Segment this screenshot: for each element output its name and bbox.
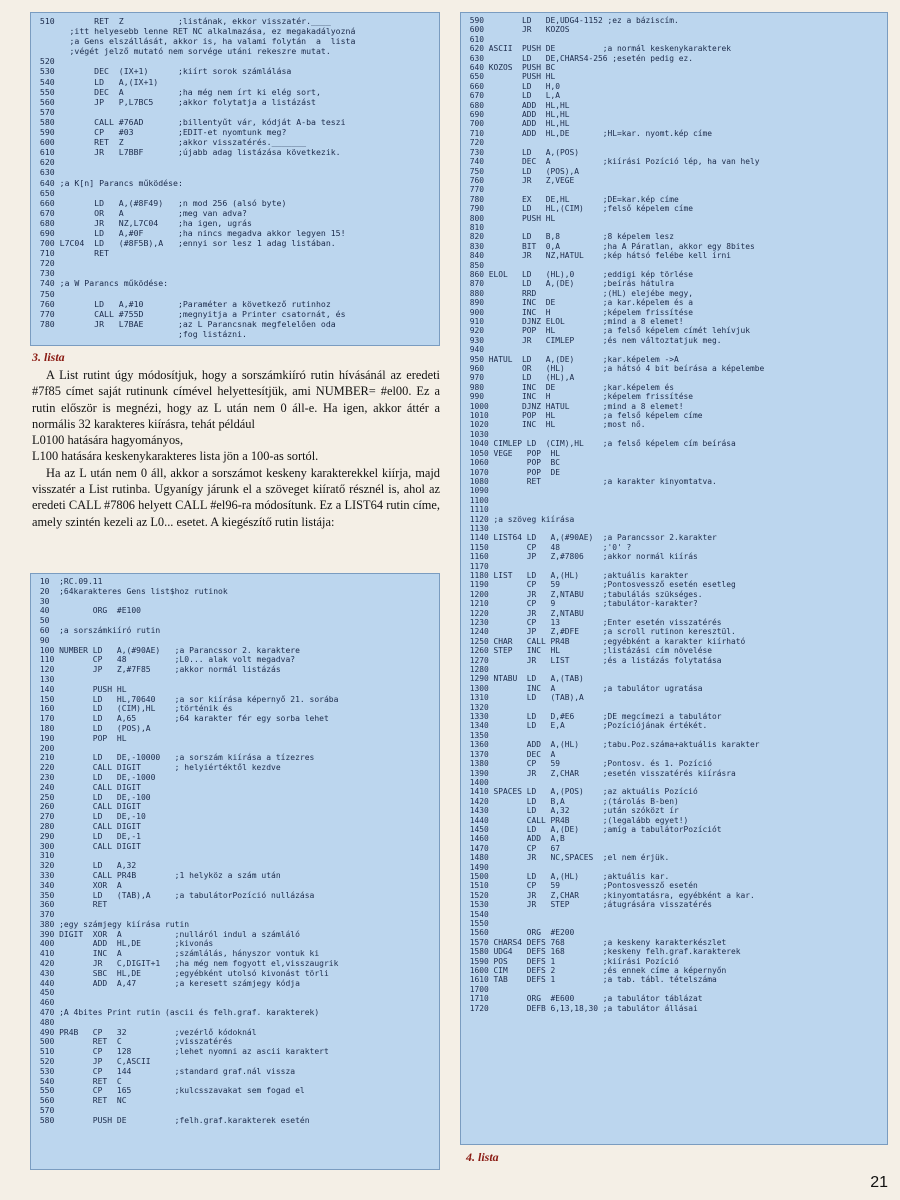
code-line: 220 CALL DIGIT ; helyiértéktől kezdve: [35, 763, 281, 773]
code-line: 600 JR KOZOS: [465, 25, 570, 35]
code-line: 1030: [465, 429, 489, 439]
code-line: 500 RET C ;visszatérés: [35, 1037, 233, 1047]
code-line: 850: [465, 260, 485, 270]
code-line: 570: [35, 106, 55, 117]
code-line: 890 INC DE ;a kar.képelem és a: [465, 298, 694, 308]
article-example-line-2: L100 hatására keskenykarakteres lista jön a 100-as sortól.: [32, 449, 319, 464]
listing-4-box: [460, 12, 888, 1145]
code-line: 620: [35, 157, 55, 168]
code-line: 1210 CP 9 ;tabulátor-karakter?: [465, 599, 698, 609]
code-line: 1370 DEC A: [465, 749, 556, 759]
code-line: 960 OR (HL) ;a hátsó 4 bit beírása a képelembe: [465, 364, 765, 374]
code-line: 1510 CP 59 ;Pontosvessző esetén: [465, 881, 698, 891]
code-line: 910 DJNZ ELOL ;mind a 8 elemet!: [465, 317, 684, 326]
code-line: 820 LD B,8 ;8 képelem lesz: [465, 232, 675, 242]
code-line: 1250 CHAR CALL PR4B ;egyébként a karakter kiírható: [465, 636, 746, 646]
code-line: 120 JP Z,#7F85 ;akkor normál listázás: [35, 665, 281, 675]
code-line: 1040 CIMLEP LD (CIM),HL ;a felső képelem cím beírása: [465, 439, 736, 449]
code-line: 830 BIT 0,A ;ha A Páratlan, akkor egy 8bites: [465, 241, 755, 251]
code-line: 540 LD A,(IX+1): [35, 76, 159, 87]
code-line: 1010 POP HL ;a felső képelem címe: [465, 411, 703, 421]
code-line: 560 RET NC: [35, 1096, 127, 1106]
code-line: 1550: [465, 919, 489, 928]
code-line: 750 LD (POS),A: [465, 166, 580, 176]
code-line: 250 LD DE,-100: [35, 792, 151, 802]
code-line: 580 CALL #76AD ;billentyűt vár, kódját A-ba teszi: [35, 116, 346, 127]
code-line: 540 RET C: [35, 1076, 122, 1086]
code-line: 310: [35, 851, 55, 861]
code-line: 530 CP 144 ;standard graf.nál vissza: [35, 1066, 296, 1076]
code-line: 1560 ORG #E200: [465, 928, 575, 938]
code-line: 1520 JR Z,CHAR ;kinyomtatásra, egyébként a kar.: [465, 890, 755, 900]
code-line: 1020 INC HL ;most nő.: [465, 420, 646, 430]
code-line: 550 DEC A ;ha még nem írt ki elég sort,: [35, 86, 321, 97]
code-line: 450: [35, 988, 55, 998]
code-line: 380 ;egy számjegy kiírása rutin: [35, 919, 190, 929]
code-line: 590 LD DE,UDG4-1152 ;ez a báziscím.: [465, 16, 679, 25]
code-line: 330 CALL PR4B ;1 helyköz a szám után: [35, 870, 281, 880]
code-line: 920 POP HL ;a felső képelem címét lehívjuk: [465, 326, 751, 336]
listing-4-caption: 4. lista: [466, 1150, 499, 1164]
code-line: 1610 TAB DEFS 1 ;a tab. tábl. tételszáma: [465, 975, 717, 985]
code-line: 1700: [465, 984, 489, 994]
code-line: 580 PUSH DE ;felh.graf.karakterek esetén: [35, 1115, 310, 1125]
code-line: 1080 RET ;a karakter kinyomtatva.: [465, 476, 717, 486]
code-line: 420 JR C,DIGIT+1 ;ha még nem fogyott el,visszaugrik: [35, 959, 339, 969]
code-line: 100 NUMBER LD A,(#90AE) ;a Parancssor 2. karaktere: [35, 645, 300, 655]
code-line: 1000 DJNZ HATUL ;mind a 8 elemet!: [465, 401, 684, 411]
code-line: 760 JR Z,VEGE: [465, 175, 575, 185]
code-line: 770: [465, 185, 485, 195]
code-line: 1350: [465, 730, 489, 740]
code-line: 490 PR4B CP 32 ;vezérlő kódoknál: [35, 1027, 257, 1037]
code-line: 1540: [465, 909, 489, 919]
code-line: 770 CALL #755D ;megnyitja a Printer csatornát, és: [35, 308, 346, 319]
code-line: 1530 JR STEP ;átugrására visszatérés: [465, 900, 713, 910]
code-line: 700 L7C04 LD (#8F5B),A ;ennyi sor lesz 1 adag listában.: [35, 238, 336, 249]
code-line: 800 PUSH HL: [465, 213, 556, 223]
code-line: 640 KOZOS PUSH BC: [465, 63, 556, 73]
code-line: 50: [35, 616, 50, 626]
code-line: 200: [35, 743, 55, 753]
code-line: 1160 JP Z,#7806 ;akkor normál kiírás: [465, 552, 698, 562]
code-line: 240 CALL DIGIT: [35, 782, 141, 792]
code-line: 1330 LD D,#E6 ;DE megcímezi a tabulátor: [465, 712, 722, 722]
code-line: 470 ;A 4bites Print rutin (ascii és felh.graf. karakterek): [35, 1008, 320, 1018]
code-line: 700 ADD HL,HL: [465, 119, 570, 129]
code-line: 290 LD DE,-1: [35, 831, 141, 841]
code-line: 1230 CP 13 ;Enter esetén visszatérés: [465, 618, 722, 627]
code-line: 390 DIGIT XOR A ;nulláról indul a számláló: [35, 929, 300, 939]
code-line: 90: [35, 635, 50, 645]
code-line: 510 RET Z ;listának, ekkor visszatér.____: [35, 16, 331, 26]
code-line: 930 JR CIMLEP ;és nem változtatjuk meg.: [465, 335, 722, 345]
code-line: 740 ;a W Parancs működése:: [35, 278, 169, 289]
code-line: 750: [35, 288, 55, 299]
supplementary-listing-box: [30, 573, 440, 1170]
code-line: 1410 SPACES LD A,(POS) ;az aktuális Pozíció: [465, 787, 698, 797]
code-line: 690 LD A,#0F ;ha nincs megadva akkor legyen 15!: [35, 227, 346, 238]
code-line: 1180 LIST LD A,(HL) ;aktuális karakter: [465, 570, 689, 580]
code-line: 610: [465, 34, 485, 44]
code-line: 990 INC H ;képelem frissítése: [465, 392, 694, 402]
code-line: 270 LD DE,-10: [35, 812, 146, 822]
code-line: 730: [35, 268, 55, 279]
code-line: 400 ADD HL,DE ;kivonás: [35, 939, 214, 949]
code-line: 1090: [465, 486, 489, 496]
code-line: 1480 JR NC,SPACES ;el nem érjük.: [465, 853, 670, 863]
article-example-line-1: L0100 hatására hagyományos,: [32, 433, 184, 448]
code-line: 130: [35, 674, 55, 684]
code-line: 670 LD L,A: [465, 91, 561, 101]
article-text: [32, 367, 440, 530]
code-line: 630 LD DE,CHARS4-256 ;esetén pedig ez.: [465, 53, 694, 63]
code-line: 460: [35, 998, 55, 1008]
code-line: 730 LD A,(POS): [465, 147, 580, 157]
page-number: 21: [870, 1174, 888, 1191]
code-line: 840 JR NZ,HATUL ;kép hátsó felébe kell írni: [465, 251, 732, 261]
code-line: 680 ADD HL,HL: [465, 100, 570, 110]
code-line: 620 ASCII PUSH DE ;a normál keskenykarakterek: [465, 44, 732, 54]
code-line: 1170: [465, 561, 489, 571]
code-line: 30: [35, 596, 50, 606]
code-line: 1360 ADD A,(HL) ;tabu.Poz.száma+aktuális karakter: [465, 740, 760, 750]
code-line: 170 LD A,65 ;64 karakter fér egy sorba lehet: [35, 714, 329, 724]
code-line: 260 CALL DIGIT: [35, 802, 141, 812]
code-line: 1190 CP 59 ;Pontosvessző esetén esetleg: [465, 580, 736, 590]
code-line: 1140 LIST64 LD A,(#90AE) ;a Parancssor 2.karakter: [465, 533, 717, 543]
code-line: 550 CP 165 ;kulcsszavakat sem fogad el: [35, 1086, 305, 1096]
code-line: 640 ;a K[n] Parancs működése:: [35, 177, 183, 188]
code-line: 940: [465, 345, 485, 355]
code-line: 1060 POP BC: [465, 458, 561, 468]
code-line: 1220 JR Z,NTABU: [465, 608, 584, 618]
code-line: 1320: [465, 702, 489, 712]
code-line: 1460 ADD A,B: [465, 834, 565, 844]
article-paragraph-2: Ha az L után nem 0 áll, akkor a sorszámot keskeny karakterekkel kiírja, majd visszatér a List rutinba. Ugyanígy járunk el a szöveget kiíratő résznél is, ahol az eredeti CALL #7806 helyett CALL #el96-ra módosítunk. Ez a LIST64 rutin címe, amely szintén kezeli az L0... esetet. A kiegészítő rutin listája:: [32, 465, 440, 529]
code-line: 1590 POS DEFS 1 ;kiírási Pozíció: [465, 956, 679, 966]
code-line: ;a Gens elszállását, akkor is, ha valami folytán a lista: [35, 36, 356, 47]
code-line: 780 JR L7BAE ;az L Parancsnak megfelelően oda: [35, 318, 336, 329]
code-line: 210 LD DE,-10000 ;a sorszám kiírása a tízezres: [35, 753, 315, 763]
code-line: 600 RET Z ;akkor visszatérés._______: [35, 137, 307, 148]
code-line: 710 RET: [35, 248, 109, 259]
code-line: 430 SBC HL,DE ;egyébként utolsó kivonást törli: [35, 968, 329, 978]
code-line: 140 PUSH HL: [35, 684, 127, 694]
code-line: 40 ORG #E100: [35, 606, 141, 616]
code-line: 20 ;64karakteres Gens list$hoz rutinok: [35, 586, 228, 596]
code-line: 1200 JR Z,NTABU ;tabulálás szükséges.: [465, 589, 703, 599]
code-line: 660 LD H,0: [465, 81, 561, 91]
code-line: 1720 DEFB 6,13,18,30 ;a tabulátor állásai: [465, 1003, 698, 1013]
listing-3-caption: 3. lista: [32, 350, 65, 364]
code-line: 680 JR NZ,L7C04 ;ha igen, ugrás: [35, 217, 252, 228]
code-line: 810: [465, 222, 485, 232]
code-line: 160 LD (CIM),HL ;történik és: [35, 704, 233, 714]
code-line: 480: [35, 1017, 55, 1027]
code-line: 1600 CIM DEFS 2 ;és ennek címe a képernyőn: [465, 966, 727, 976]
code-line: 900 INC H ;képelem frissítése: [465, 307, 694, 317]
code-line: 300 CALL DIGIT: [35, 841, 141, 851]
code-line: ;végét jelző mutató nem sorvége utáni rekeszre mutat.: [35, 46, 331, 57]
code-line: 1570 CHARS4 DEFS 768 ;a keskeny karakterkészlet: [465, 937, 727, 947]
code-line: 570: [35, 1106, 55, 1116]
code-line: 1300 INC A ;a tabulátor ugratása: [465, 683, 703, 693]
code-line: 1130: [465, 523, 489, 533]
code-line: 970 LD (HL),A: [465, 373, 575, 383]
code-line: 1110: [465, 505, 489, 515]
code-line: 690 ADD HL,HL: [465, 110, 570, 120]
listing-3-code: [35, 16, 435, 339]
code-line: 650 PUSH HL: [465, 72, 556, 82]
code-line: 350 LD (TAB),A ;a tabulátorPozíció nullázása: [35, 890, 315, 900]
code-line: 1420 LD B,A ;(tárolás B-ben): [465, 796, 679, 806]
listing-3-box: [30, 12, 440, 346]
code-line: 1490: [465, 862, 489, 872]
code-line: 1100: [465, 495, 489, 505]
code-line: 1430 LD A,32 ;után szóközt ír: [465, 806, 679, 816]
code-line: 110 CP 48 ;L0... alak volt megadva?: [35, 655, 296, 665]
code-line: 1240 JP Z,#DFE ;a scroll rutinon keresztül.: [465, 627, 736, 637]
code-line: 1310 LD (TAB),A: [465, 693, 584, 703]
code-line: 360 RET: [35, 900, 108, 910]
code-line: 1070 POP DE: [465, 467, 561, 477]
code-line: 280 CALL DIGIT: [35, 821, 141, 831]
code-line: 440 ADD A,47 ;a keresett számjegy kódja: [35, 978, 300, 988]
code-line: 760 LD A,#10 ;Paraméter a következő rutinhoz: [35, 298, 331, 309]
code-line: 1500 LD A,(HL) ;aktuális kar.: [465, 871, 670, 881]
code-line: 720: [465, 138, 485, 148]
code-line: 870 LD A,(DE) ;beírás hátulra: [465, 279, 675, 289]
code-line: 880 RRD ;(HL) elejébe megy,: [465, 288, 694, 298]
code-line: 60 ;a sorszámkiíró rutin: [35, 625, 161, 635]
code-line: 510 CP 128 ;lehet nyomni az ascii karaktert: [35, 1047, 329, 1057]
code-line: 670 OR A ;meg van adva?: [35, 207, 247, 218]
code-line: 590 CP #03 ;EDIT-et nyomtunk meg?: [35, 127, 287, 138]
listing-4-code: [465, 16, 883, 1013]
code-line: 370: [35, 910, 55, 920]
code-line: 1270 JR LIST ;és a listázás folytatása: [465, 655, 722, 665]
code-line: 1260 STEP INC HL ;listázási cím növelése: [465, 646, 713, 656]
code-line: 950 HATUL LD A,(DE) ;kar.képelem ->A: [465, 354, 679, 364]
code-line: 340 XOR A: [35, 880, 122, 890]
code-line: 660 LD A,(#8F49) ;n mod 256 (alsó byte): [35, 197, 287, 208]
code-line: 230 LD DE,-1000: [35, 772, 156, 782]
code-line: 1340 LD E,A ;Pozíciójának értékét.: [465, 721, 708, 731]
code-line: 1580 UDG4 DEFS 168 ;keskeny felh.graf.karakterek: [465, 947, 741, 957]
code-line: 150 LD HL,70640 ;a sor kiírása képernyő 21. sorába: [35, 694, 339, 704]
code-line: 610 JR L7BBF ;újabb adag listázása következik.: [35, 147, 341, 158]
code-line: 190 POP HL: [35, 733, 127, 743]
code-line: 740 DEC A ;kiírási Pozíció lép, ha van hely: [465, 157, 760, 167]
code-line: 1280: [465, 665, 489, 675]
code-line: 1450 LD A,(DE) ;amíg a tabulátorPozíciót: [465, 824, 722, 834]
code-line: 790 LD HL,(CIM) ;felső képelem címe: [465, 204, 694, 214]
code-line: 520 JP C,ASCII: [35, 1057, 151, 1067]
code-line: 1050 VEGE POP HL: [465, 448, 561, 458]
code-line: 1290 NTABU LD A,(TAB): [465, 674, 584, 684]
code-line: 410 INC A ;számlálás, hányszor vontuk ki: [35, 949, 320, 959]
supplementary-listing-code: [35, 577, 435, 1126]
code-line: ;itt helyesebb lenne RET NC alkalmazása, ez megakadályozná: [35, 26, 356, 37]
code-line: 630: [35, 167, 55, 178]
code-line: 560 JP P,L7BC5 ;akkor folytatja a listázást: [35, 96, 316, 107]
code-line: 520: [35, 56, 55, 67]
code-line: ;fog listázni.: [35, 328, 247, 339]
code-line: 860 ELOL LD (HL),0 ;eddigi kép törlése: [465, 269, 694, 279]
code-line: 980 INC DE ;kar.képelem és: [465, 382, 675, 392]
code-line: 1440 CALL PR4B ;(legalább egyet!): [465, 815, 689, 825]
code-line: 1710 ORG #E600 ;a tabulátor táblázat: [465, 994, 703, 1004]
code-line: 1150 CP 48 ;'0' ?: [465, 542, 632, 552]
code-line: 1470 CP 67: [465, 843, 561, 853]
code-line: 180 LD (POS),A: [35, 723, 151, 733]
code-line: 780 EX DE,HL ;DE=kar.kép címe: [465, 194, 679, 204]
code-line: 1390 JR Z,CHAR ;esetén visszatérés kiírásra: [465, 768, 736, 778]
code-line: 1400: [465, 777, 489, 787]
code-line: 650: [35, 187, 55, 198]
code-line: 1120 ;a szöveg kiírása: [465, 514, 575, 524]
code-line: 720: [35, 258, 55, 269]
code-line: 710 ADD HL,DE ;HL=kar. nyomt.kép címe: [465, 128, 713, 138]
code-line: 530 DEC (IX+1) ;kiírt sorok számlálása: [35, 66, 292, 77]
code-line: 1380 CP 59 ;Pontosv. és 1. Pozíció: [465, 759, 713, 769]
code-line: 320 LD A,32: [35, 861, 137, 871]
article-paragraph-1: A List rutint úgy módosítjuk, hogy a sorszámkiíró rutin hívásánál az eredeti #7f85 címet saját rutinunk címével helyettesítjük, ami NUMBER= #el00. Ez a rutin először is megnézi, hogy az L után nem 0 áll-e. Ha igen, akkor áttér a normális 32 karakteres kiírásra, tehát például: [32, 368, 440, 431]
code-line: 10 ;RC.09.11: [35, 577, 103, 586]
